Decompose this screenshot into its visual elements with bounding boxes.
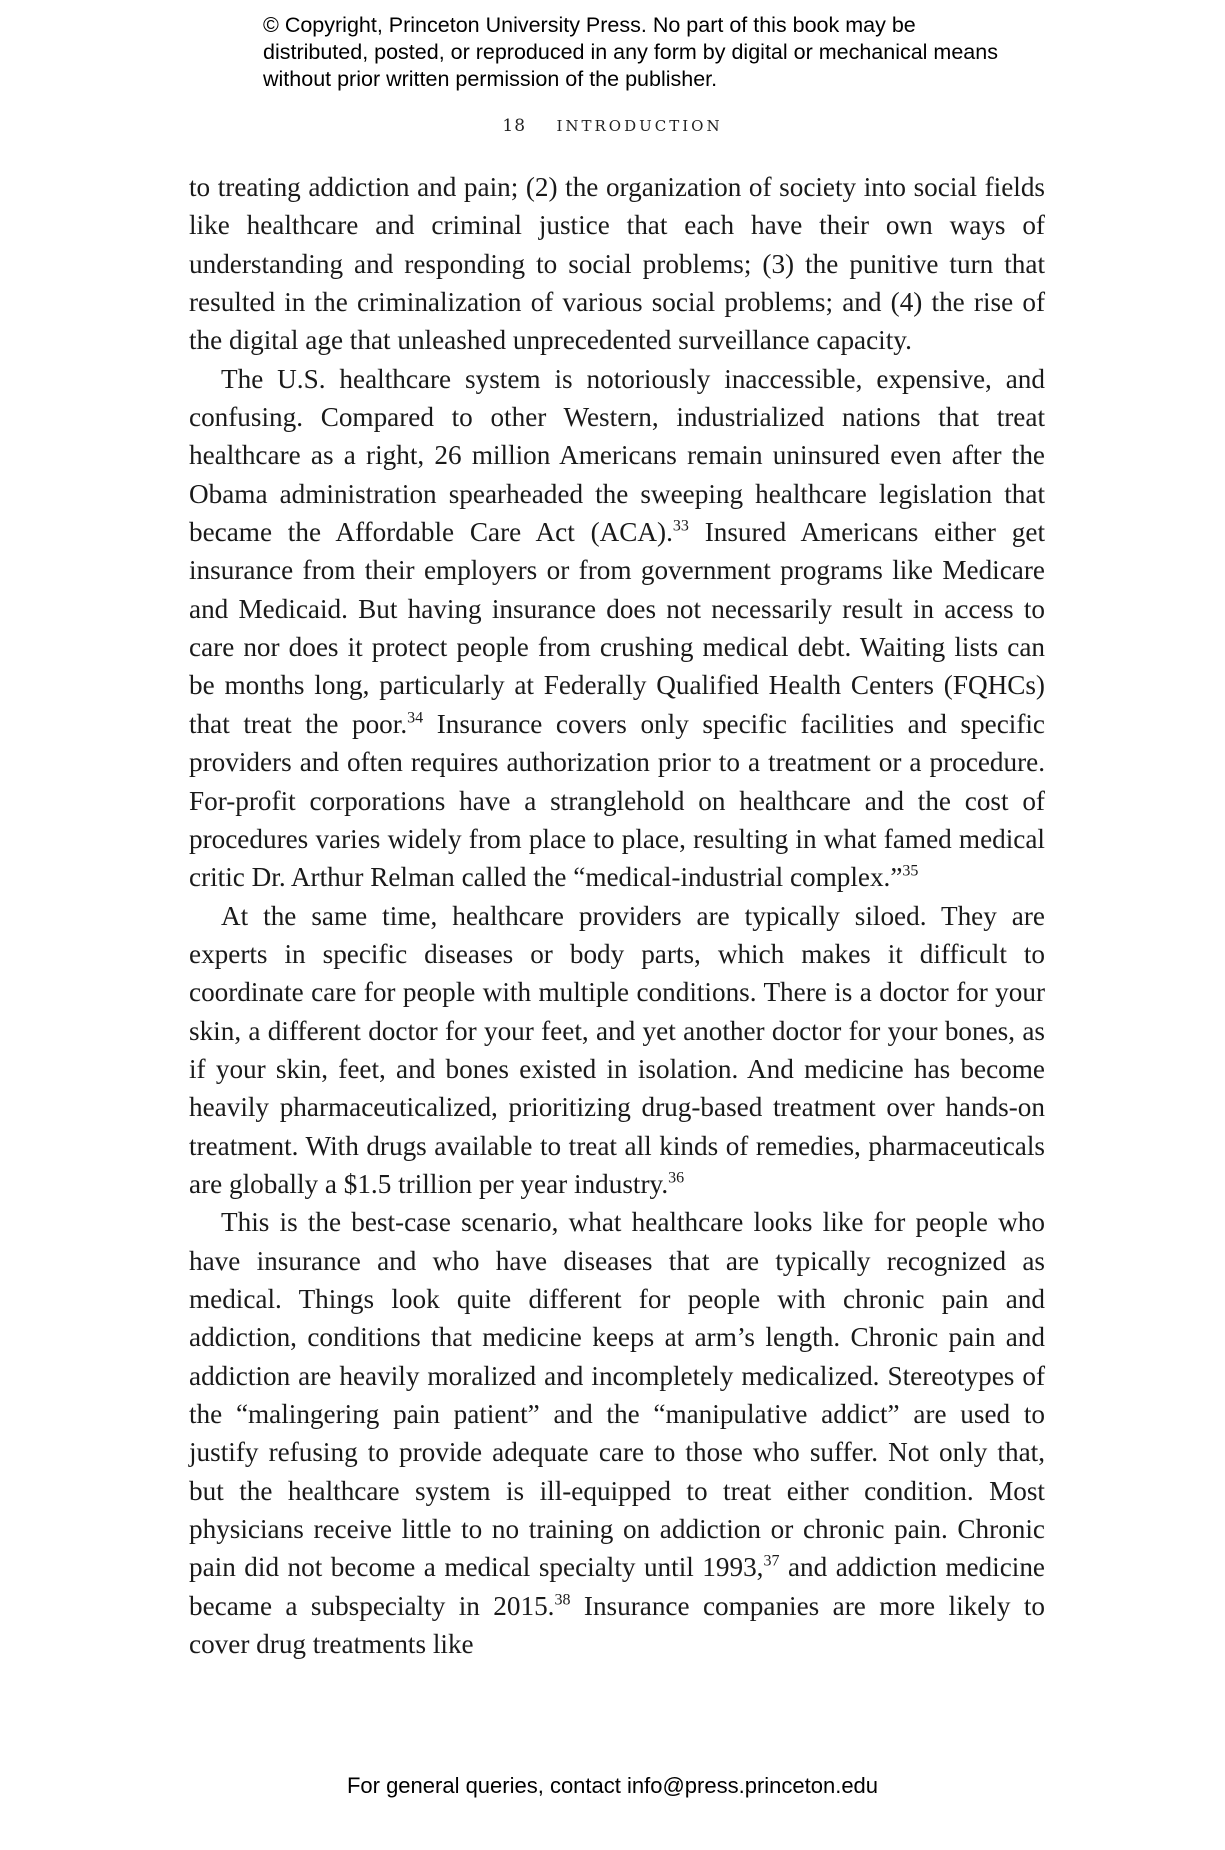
paragraph-2-text-b: Insured Americans either get insurance from their employers or from government programs like Medicare and Medicaid. But having insurance does not necessarily result in access to care nor does it protect people from crushing medical debt. Waiting lists can be months long, particularly at Federally Qualified Health Centers (FQHCs) that treat the poor. xyxy=(189,517,1045,739)
paragraph-2 xyxy=(189,360,1045,897)
footnote-ref-37: 37 xyxy=(763,1552,780,1570)
footnote-ref-35: 35 xyxy=(902,862,919,880)
section-title: introduction xyxy=(556,112,723,136)
paragraph-3-text-a: At the same time, healthcare providers are typically siloed. They are experts in specific diseases or body parts, which makes it difficult to coordinate care for people with multiple conditions. There is a doctor for your skin, a different doctor for your feet, and yet another doctor for your bones, as if your skin, feet, and bones existed in isolation. And medicine has become heavily pharmaceuticalized, prioritizing drug-based treatment over hands-on treatment. With drugs available to treat all kinds of remedies, pharmaceuticals are globally a $1.5 trillion per year industry. xyxy=(189,900,1045,1199)
footer-contact: For general queries, contact info@press.princeton.edu xyxy=(346,1773,879,1798)
paragraph-3 xyxy=(189,897,1045,1204)
paragraph-1-text: to treating addiction and pain; (2) the organization of society into social fields like healthcare and criminal justice that each have their own ways of understanding and responding to social problems; (3) the punitive turn that resulted in the criminalization of various social problems; and (4) the rise of the digital age that unleashed unprecedented surveillance capacity. xyxy=(189,172,1045,356)
footnote-ref-38: 38 xyxy=(554,1591,571,1609)
running-head xyxy=(0,112,1225,136)
paragraph-2-text-a: The U.S. healthcare system is notoriously inaccessible, expensive, and confusing. Compared to other Western, industrialized nations that treat healthcare as a right, 26 million Americans remain uninsured even after the Obama administration spearheaded the sweeping healthcare legislation that became the Affordable Care Act (ACA). xyxy=(189,363,1045,548)
paragraph-2-text-c: Insurance covers only specific facilities and specific providers and often requires authorization prior to a treatment or a procedure. For-profit corporations have a stranglehold on healthcare and the cost of procedures varies widely from place to place, resulting in what famed medical critic Dr. Arthur Relman called the “medical-industrial complex.” xyxy=(189,708,1045,893)
footnote-ref-36: 36 xyxy=(668,1169,685,1187)
body-text xyxy=(189,168,1045,1663)
paragraph-4-text-b: and addiction medicine became a subspecialty in 2015. xyxy=(189,1552,1045,1621)
paragraph-4-text-a: This is the best-case scenario, what healthcare looks like for people who have insurance and who have diseases that are typically recognized as medical. Things look quite different for people with chronic pain and addiction, conditions that medicine keeps at arm’s length. Chronic pain and addiction are heavily moralized and incompletely medicalized. Stereotypes of the “malingering pain patient” and the “manipulative addict” are used to justify refusing to provide adequate care to those who suffer. Not only that, but the healthcare system is ill-equipped to treat either condition. Most physicians receive little to no training on addiction or chronic pain. Chronic pain did not become a medical specialty until 1993, xyxy=(189,1207,1045,1583)
copyright-notice: © Copyright, Princeton University Press. No part of this book may be distributed, posted, or reproduced in any form by digital or mechanical means without prior written permission of the publisher. xyxy=(263,13,998,91)
footnote-ref-34: 34 xyxy=(407,709,424,727)
paragraph-4 xyxy=(189,1203,1045,1663)
footnote-ref-33: 33 xyxy=(672,517,689,535)
page-number: 18 xyxy=(502,116,527,136)
paragraph-4-text-c: Insurance companies are more likely to cover drug treatments like xyxy=(189,1590,1046,1660)
paragraph-1 xyxy=(189,168,1045,360)
